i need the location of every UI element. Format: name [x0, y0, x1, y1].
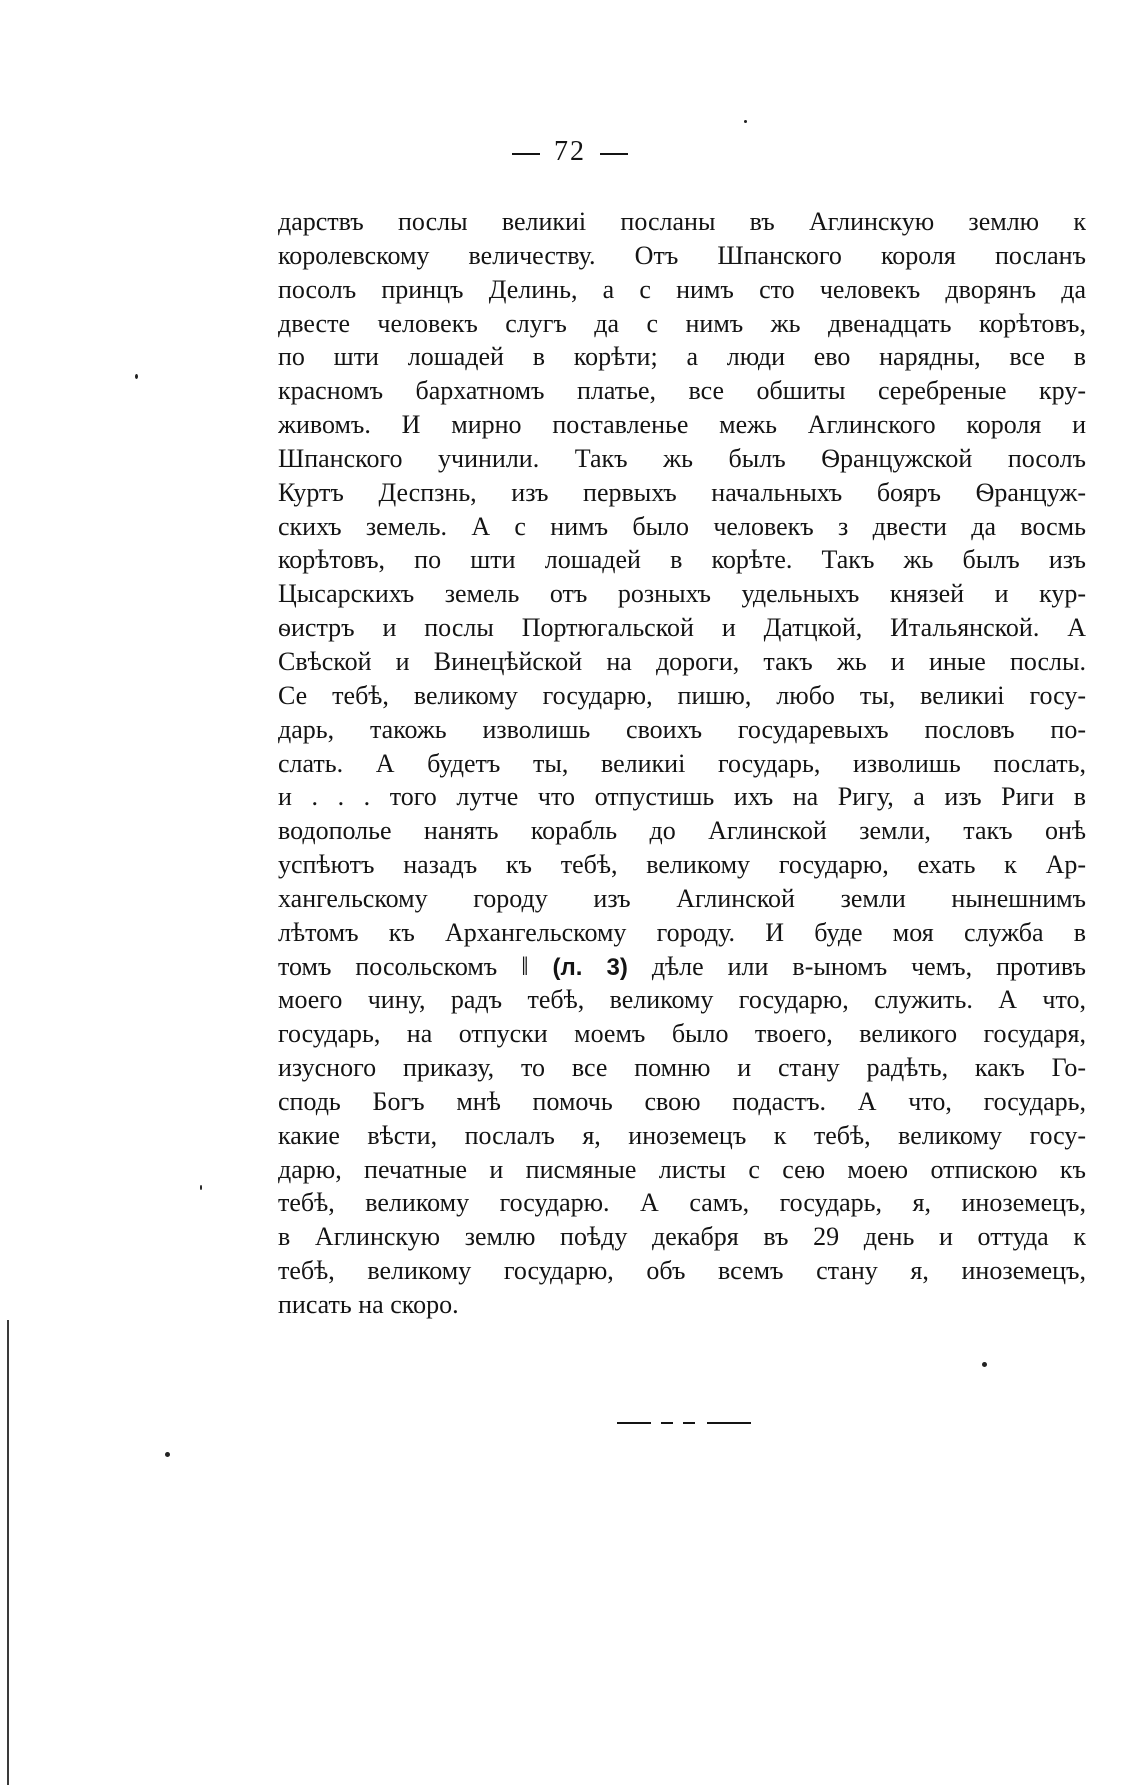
text-line: ѳистръ и послы Портюгальской и Датцкой, Итальянской. А: [278, 613, 1086, 643]
text-line: хангельскому городу изъ Аглинской земли нынешнимъ: [278, 883, 1086, 913]
scan-edge-line: [7, 1320, 9, 1785]
text-line: моего чину, радъ тебѣ, великому государю, служить. А что,: [278, 985, 1086, 1015]
text-line: томъ посольскомъ ‖ (л. 3) дѣле или в-ыномъ чемъ, противъ: [278, 951, 1086, 981]
text-line: тебѣ, великому государю, объ всемъ стану я, иноземецъ,: [278, 1256, 1086, 1286]
body-text: [278, 205, 1086, 1322]
text-line: Цысарскихъ земель отъ розныхъ удельныхъ князей и кур-: [278, 579, 1086, 609]
text-line: Куртъ Деспзнь, изъ первыхъ начальныхъ бояръ Ѳранцуж-: [278, 477, 1086, 507]
text-line: изусного приказу, то все помню и стану радѣть, какъ Го-: [278, 1053, 1086, 1083]
text-line: красномъ бархатномъ платье, все обшиты серебреные кру-: [278, 376, 1086, 406]
scan-speck: [135, 374, 138, 379]
text-line-last: писать на скоро.: [278, 1290, 459, 1319]
text-line: дарю, печатные и писмяные листы с сею моею отпискою къ: [278, 1154, 1086, 1184]
text-line: сподь Богъ мнѣ помочь свою подастъ. А что, государь,: [278, 1086, 1086, 1116]
text-line: государь, на отпуски моемъ было твоего, великого государя,: [278, 1019, 1086, 1049]
text-line: дарь, такожь изволишь своихъ государевыхъ пословъ по-: [278, 714, 1086, 744]
text-line: и . . . того лутче что отпустишь ихъ на Ригу, а изъ Риги в: [278, 782, 1086, 812]
text-line: посолъ принцъ Делинь, а с нимъ сто человекъ дворянъ да: [278, 274, 1086, 304]
text-line: в Аглинскую землю поѣду декабря въ 29 день и оттуда к: [278, 1222, 1086, 1252]
text-line: тебѣ, великому государю. А самъ, государь, я, иноземецъ,: [278, 1188, 1086, 1218]
scan-speck: [744, 120, 747, 123]
text-line: Свѣской и Винецѣйской на дороги, такъ жь и иные послы.: [278, 646, 1086, 676]
page-number: [0, 136, 1140, 168]
text-line: корѣтовъ, по шти лошадей в корѣте. Такъ жь былъ изъ: [278, 545, 1086, 575]
text-line: двесте человекъ слугъ да с нимъ жь двенадцать корѣтовъ,: [278, 308, 1086, 338]
end-rule-divider: [617, 1422, 751, 1424]
folio-reference: (л. 3): [552, 953, 628, 981]
text-line: Се тебѣ, великому государю, пишю, любо ты, великиі госу-: [278, 680, 1086, 710]
text-line: успѣютъ назадъ къ тебѣ, великому государю, ехать к Ар-: [278, 850, 1086, 880]
text-line: лѣтомъ къ Архангельскому городу. И буде моя служба в: [278, 917, 1086, 947]
text-line: какие вѣсти, послалъ я, иноземецъ к тебѣ, великому госу-: [278, 1120, 1086, 1150]
text-line: Шпанского учинили. Такъ жь былъ Ѳранцужской посолъ: [278, 443, 1086, 473]
text-line: по шти лошадей в корѣти; а люди ево нарядны, все в: [278, 342, 1086, 372]
page-number-value: 72: [554, 136, 586, 167]
scan-speck: [165, 1452, 170, 1457]
text-line: слать. А будетъ ты, великиі государь, изволишь послать,: [278, 748, 1086, 778]
text-line: водополье нанять корабль до Аглинской земли, такъ онѣ: [278, 816, 1086, 846]
page-number-dash-right: [600, 153, 628, 155]
scan-speck: [982, 1362, 987, 1367]
scan-speck: [200, 1185, 202, 1190]
text-line: скихъ земель. А с нимъ было человекъ з двести да восмь: [278, 511, 1086, 541]
text-line: дарствъ послы великиі посланы въ Аглинскую землю к: [278, 207, 1086, 236]
text-line: королевскому величеству. Отъ Шпанского короля посланъ: [278, 240, 1086, 270]
page-number-dash-left: [512, 153, 540, 155]
text-line: живомъ. И мирно поставленье межь Аглинского короля и: [278, 410, 1086, 440]
